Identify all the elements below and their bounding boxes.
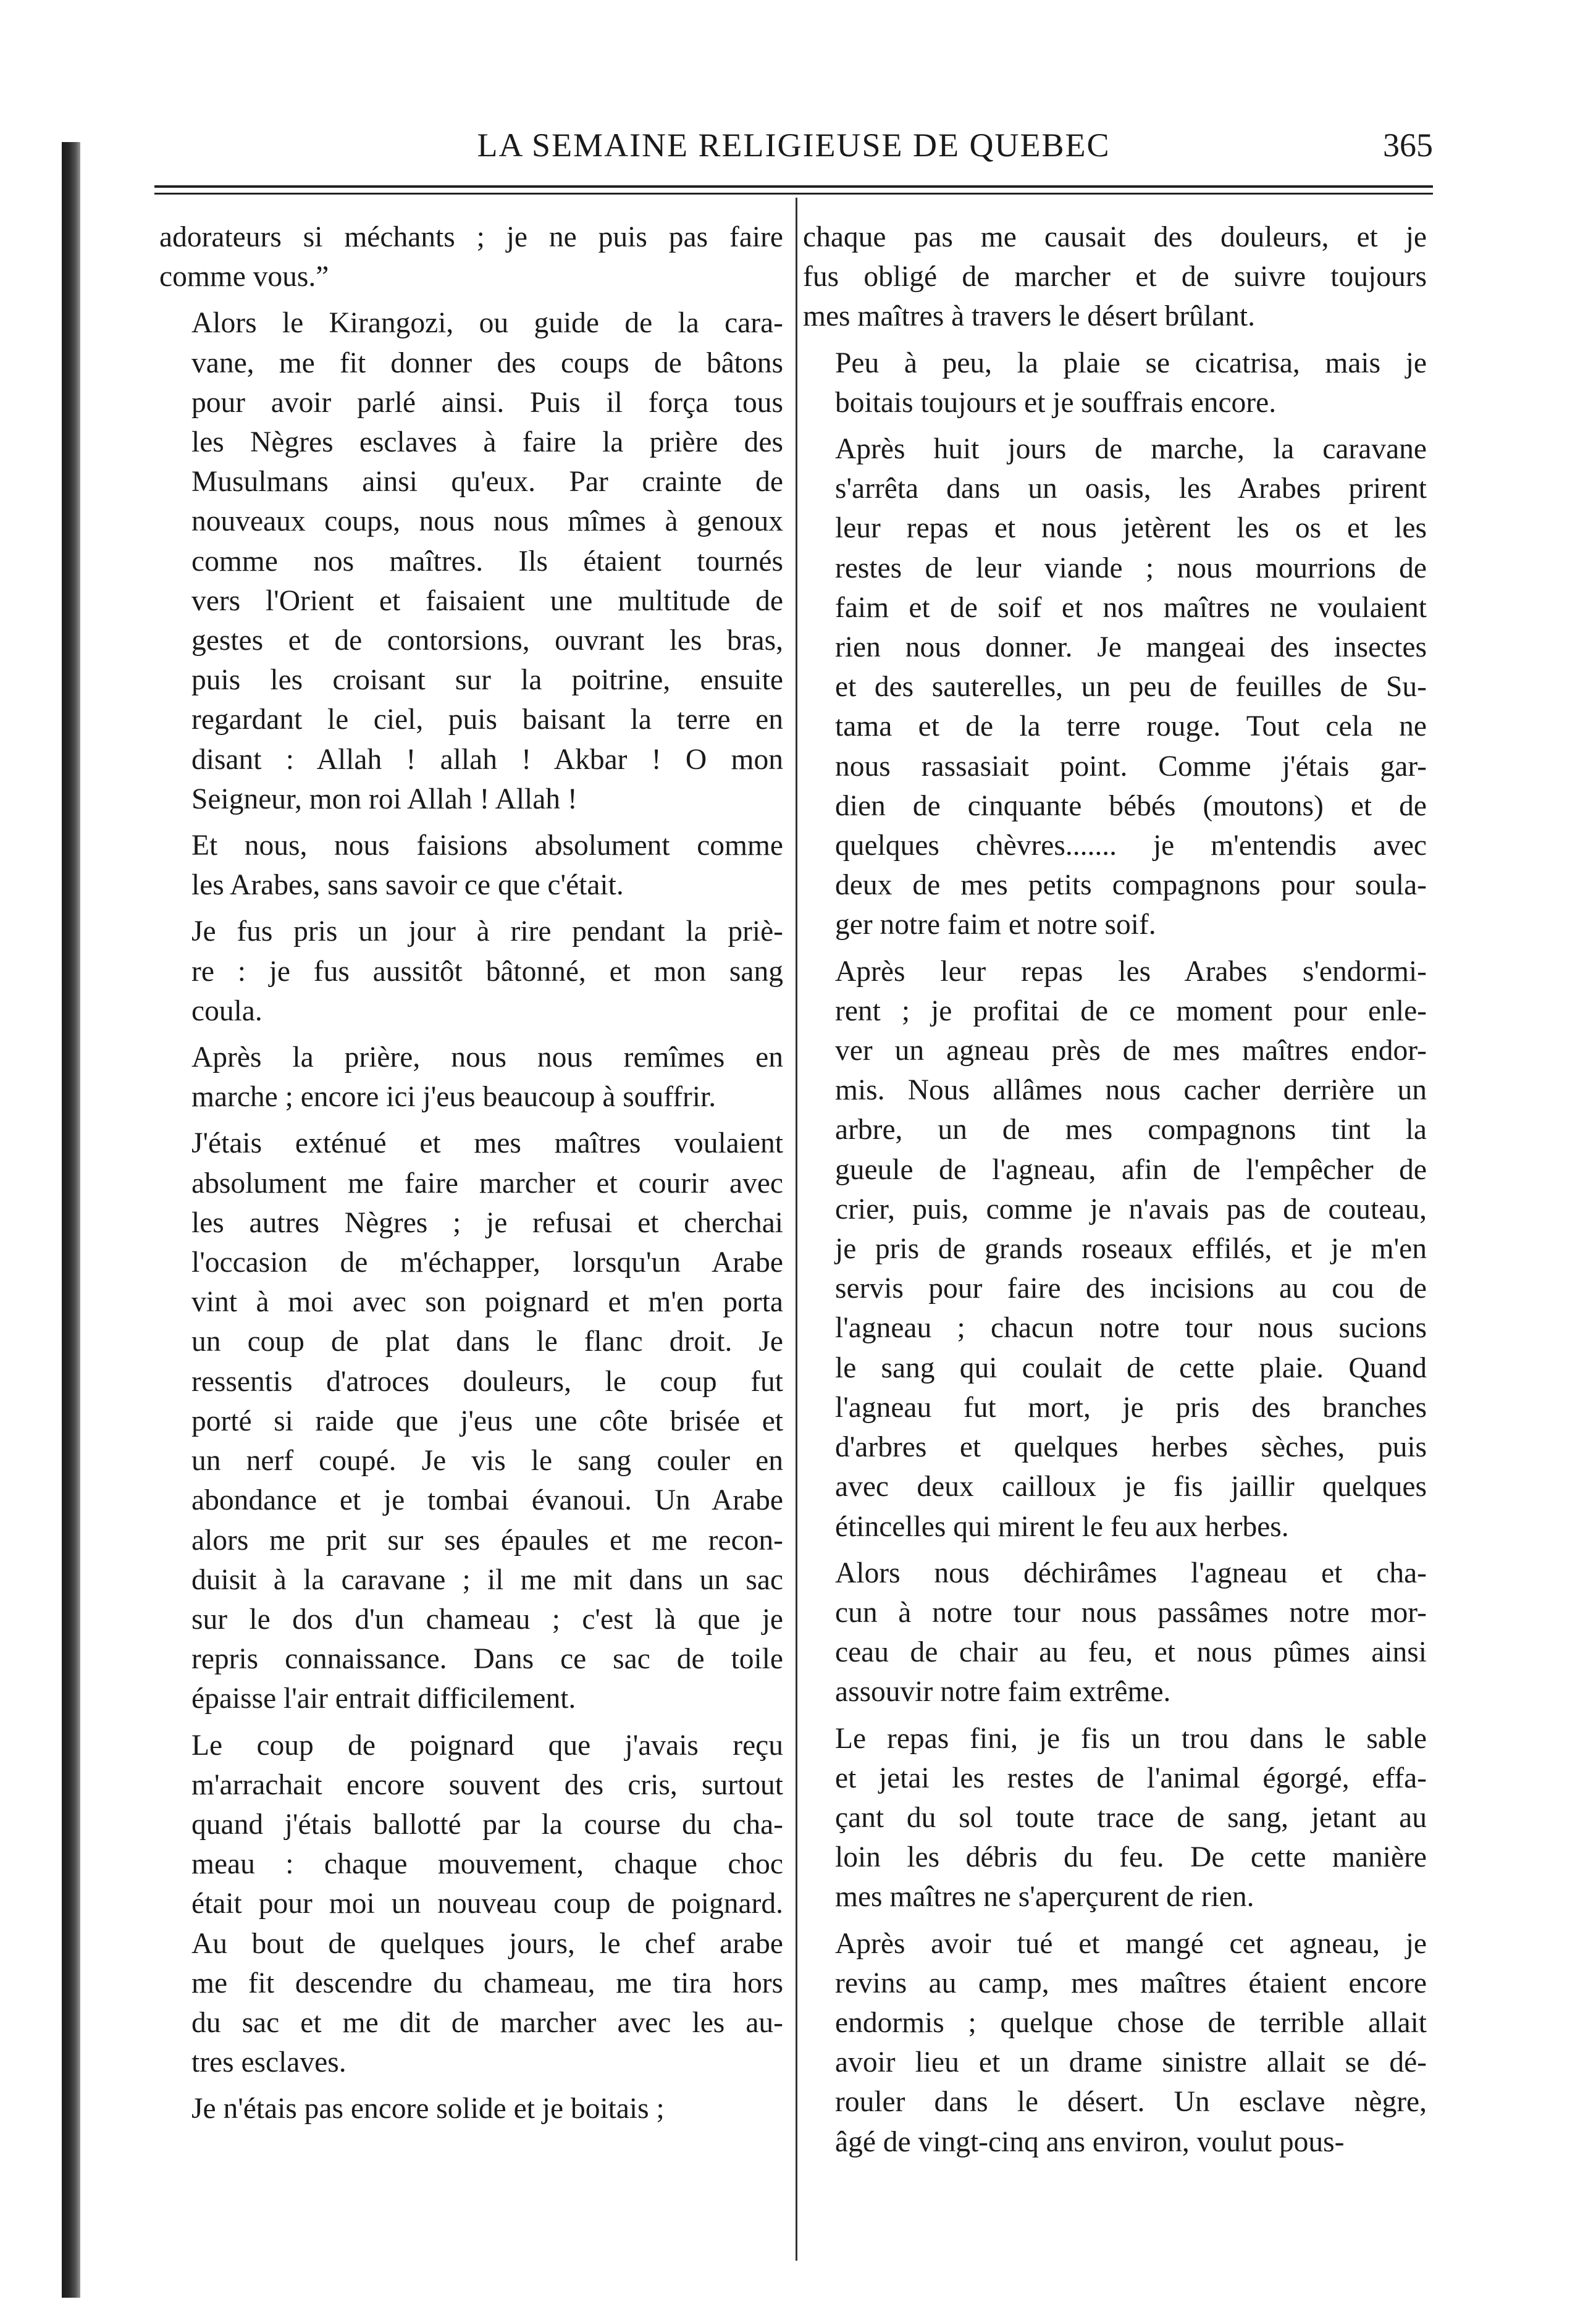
- right-column: [803, 217, 1427, 2169]
- page-header: [154, 124, 1433, 173]
- text-line: comme vous.”: [159, 261, 329, 293]
- paragraph: [159, 217, 783, 296]
- header-rule-top: [154, 185, 1433, 188]
- text-line: mis. Nous allâmes nous cacher derrière un: [835, 1074, 1427, 1107]
- text-line: assouvir notre faim extrême.: [835, 1676, 1171, 1708]
- page-number: 365: [1383, 127, 1433, 164]
- text-line: Je n'étais pas encore solide et je boitais ;: [191, 2093, 665, 2125]
- text-line: Au bout de quelques jours, le chef arabe: [191, 1927, 783, 1960]
- header-rule-bottom: [154, 193, 1433, 195]
- text-line: Et nous, nous faisions absolument comme: [191, 830, 783, 862]
- text-line: les Arabes, sans savoir ce que c'était.: [191, 869, 624, 902]
- text-line: me fit descendre du chameau, me tira hors: [191, 1967, 783, 1999]
- text-line: un nerf coupé. Je vis le sang couler en: [191, 1445, 783, 1477]
- text-line: avoir lieu et un drame sinistre allait se dé-: [835, 2046, 1427, 2079]
- text-line: ressentis d'atroces douleurs, le coup fut: [191, 1365, 783, 1398]
- text-line: restes de leur viande ; nous mourrions de: [835, 552, 1427, 584]
- text-line: gueule de l'agneau, afin de l'empêcher de: [835, 1153, 1427, 1186]
- text-line: et jetai les restes de l'animal égorgé, effa-: [835, 1762, 1427, 1794]
- text-line: Après la prière, nous nous remîmes en: [191, 1041, 783, 1074]
- text-line: re : je fus aussitôt bâtonné, et mon sang: [191, 955, 783, 988]
- text-line: du sac et me dit de marcher avec les au-: [191, 2006, 783, 2039]
- paragraph: [803, 217, 1427, 337]
- paragraph: [159, 1726, 783, 2083]
- text-line: repris connaissance. Dans ce sac de toile: [191, 1643, 783, 1676]
- text-line: les Nègres esclaves à faire la prière des: [191, 426, 783, 459]
- text-line: mes maîtres à travers le désert brûlant.: [803, 300, 1256, 333]
- text-line: âgé de vingt-cinq ans environ, voulut pous-: [835, 2125, 1345, 2158]
- text-line: je pris de grands roseaux effilés, et je m'en: [835, 1233, 1427, 1266]
- text-line: çant du sol toute trace de sang, jetant au: [835, 1801, 1427, 1834]
- paragraph: [159, 1124, 783, 1718]
- text-line: tres esclaves.: [191, 2046, 346, 2079]
- text-line: meau : chaque mouvement, chaque choc: [191, 1848, 783, 1881]
- text-line: puis les croisant sur la poitrine, ensuite: [191, 664, 783, 697]
- text-line: boitais toujours et je souffrais encore.: [835, 386, 1277, 419]
- text-line: coula.: [191, 994, 262, 1027]
- paragraph: [803, 952, 1427, 1547]
- text-line: Alors le Kirangozi, ou guide de la cara-: [191, 307, 783, 340]
- text-line: deux de mes petits compagnons pour soula-: [835, 869, 1427, 902]
- paragraph: [803, 1924, 1427, 2162]
- text-line: dien de cinquante bébés (moutons) et de: [835, 789, 1427, 822]
- paragraph: [159, 912, 783, 1031]
- paragraph: [803, 429, 1427, 945]
- text-line: Après huit jours de marche, la caravane: [835, 433, 1427, 466]
- text-line: rouler dans le désert. Un esclave nègre,: [835, 2086, 1427, 2119]
- text-line: l'agneau fut mort, je pris des branches: [835, 1391, 1427, 1424]
- text-line: tama et de la terre rouge. Tout cela ne: [835, 710, 1427, 743]
- binding-edge: [62, 142, 80, 2298]
- text-line: rent ; je profitai de ce moment pour enle-: [835, 994, 1427, 1027]
- text-line: marche ; encore ici j'eus beaucoup à souffrir.: [191, 1081, 716, 1114]
- text-line: était pour moi un nouveau coup de poignard.: [191, 1888, 783, 1920]
- text-line: cun à notre tour nous passâmes notre mor-: [835, 1596, 1427, 1629]
- text-line: arbre, un de mes compagnons tint la: [835, 1114, 1427, 1146]
- text-line: rien nous donner. Je mangeai des insectes: [835, 631, 1427, 664]
- text-line: pour avoir parlé ainsi. Puis il força tous: [191, 386, 783, 419]
- text-line: Seigneur, mon roi Allah ! Allah !: [191, 783, 578, 815]
- text-line: adorateurs si méchants ; je ne puis pas faire: [159, 221, 783, 253]
- text-line: chaque pas me causait des douleurs, et je: [803, 221, 1427, 253]
- text-line: J'étais exténué et mes maîtres voulaient: [191, 1127, 783, 1160]
- text-line: Je fus pris un jour à rire pendant la priè-: [191, 915, 783, 948]
- text-line: Le repas fini, je fis un trou dans le sable: [835, 1722, 1427, 1755]
- text-line: d'arbres et quelques herbes sèches, puis: [835, 1431, 1427, 1464]
- text-line: nouveaux coups, nous nous mîmes à genoux: [191, 505, 783, 538]
- text-line: m'arrachait encore souvent des cris, surtout: [191, 1768, 783, 1801]
- text-line: Après leur repas les Arabes s'endormi-: [835, 955, 1427, 988]
- text-line: vane, me fit donner des coups de bâtons: [191, 347, 783, 379]
- text-line: et des sauterelles, un peu de feuilles de Su-: [835, 671, 1427, 704]
- text-line: fus obligé de marcher et de suivre toujours: [803, 261, 1427, 293]
- text-line: regardant le ciel, puis baisant la terre en: [191, 704, 783, 736]
- text-line: Après avoir tué et mangé cet agneau, je: [835, 1927, 1427, 1960]
- text-line: absolument me faire marcher et courir avec: [191, 1167, 783, 1200]
- text-line: s'arrêta dans un oasis, les Arabes prirent: [835, 473, 1427, 505]
- text-line: un coup de plat dans le flanc droit. Je: [191, 1326, 783, 1358]
- text-line: avec deux cailloux je fis jaillir quelques: [835, 1471, 1427, 1503]
- text-line: ver un agneau près de mes maîtres endor-: [835, 1035, 1427, 1067]
- paragraph: [159, 826, 783, 905]
- text-line: Peu à peu, la plaie se cicatrisa, mais je: [835, 347, 1427, 379]
- text-line: les autres Nègres ; je refusai et cherchai: [191, 1206, 783, 1239]
- paragraph: [803, 1719, 1427, 1917]
- text-line: alors me prit sur ses épaules et me recon-: [191, 1524, 783, 1557]
- text-line: servis pour faire des incisions au cou de: [835, 1272, 1427, 1305]
- paragraph: [159, 2089, 783, 2128]
- text-line: gestes et de contorsions, ouvrant les bras,: [191, 624, 783, 657]
- paragraph: [803, 1553, 1427, 1712]
- text-line: disant : Allah ! allah ! Akbar ! O mon: [191, 743, 783, 776]
- running-title: LA SEMAINE RELIGIEUSE DE QUEBEC: [477, 127, 1111, 164]
- text-line: revins au camp, mes maîtres étaient encore: [835, 1967, 1427, 1999]
- text-line: leur repas et nous jetèrent les os et les: [835, 512, 1427, 545]
- text-line: quelques chèvres....... je m'entendis avec: [835, 830, 1427, 862]
- text-line: vers l'Orient et faisaient une multitude de: [191, 584, 783, 617]
- text-line: Le coup de poignard que j'avais reçu: [191, 1729, 783, 1762]
- text-line: nous rassasiait point. Comme j'étais gar-: [835, 750, 1427, 783]
- paragraph: [159, 1038, 783, 1117]
- text-line: loin les débris du feu. De cette manière: [835, 1841, 1427, 1874]
- text-line: l'occasion de m'échapper, lorsqu'un Arabe: [191, 1246, 783, 1279]
- text-line: mes maîtres ne s'aperçurent de rien.: [835, 1881, 1254, 1914]
- text-line: faim et de soif et nos maîtres ne voulaient: [835, 591, 1427, 624]
- text-line: sur le dos d'un chameau ; c'est là que je: [191, 1603, 783, 1636]
- left-column: [159, 217, 783, 2136]
- text-line: ceau de chair au feu, et nous pûmes ainsi: [835, 1636, 1427, 1669]
- text-line: comme nos maîtres. Ils étaient tournés: [191, 545, 783, 578]
- paragraph: [803, 343, 1427, 422]
- text-line: le sang qui coulait de cette plaie. Quand: [835, 1351, 1427, 1384]
- text-line: quand j'étais ballotté par la course du cha-: [191, 1808, 783, 1841]
- text-line: duisit à la caravane ; il me mit dans un sac: [191, 1563, 783, 1596]
- text-line: ger notre faim et notre soif.: [835, 909, 1156, 941]
- paragraph: [159, 303, 783, 819]
- text-line: abondance et je tombai évanoui. Un Arabe: [191, 1484, 783, 1517]
- text-line: Alors nous déchirâmes l'agneau et cha-: [835, 1557, 1427, 1589]
- column-divider: [796, 198, 797, 2261]
- text-line: Musulmans ainsi qu'eux. Par crainte de: [191, 466, 783, 498]
- text-line: l'agneau ; chacun notre tour nous sucions: [835, 1312, 1427, 1345]
- text-line: étincelles qui mirent le feu aux herbes.: [835, 1510, 1289, 1543]
- text-line: épaisse l'air entrait difficilement.: [191, 1683, 576, 1715]
- text-line: endormis ; quelque chose de terrible allait: [835, 2006, 1427, 2039]
- text-line: porté si raide que j'eus une côte brisée et: [191, 1405, 783, 1437]
- text-line: crier, puis, comme je n'avais pas de couteau,: [835, 1193, 1427, 1225]
- text-line: vint à moi avec son poignard et m'en porta: [191, 1286, 783, 1319]
